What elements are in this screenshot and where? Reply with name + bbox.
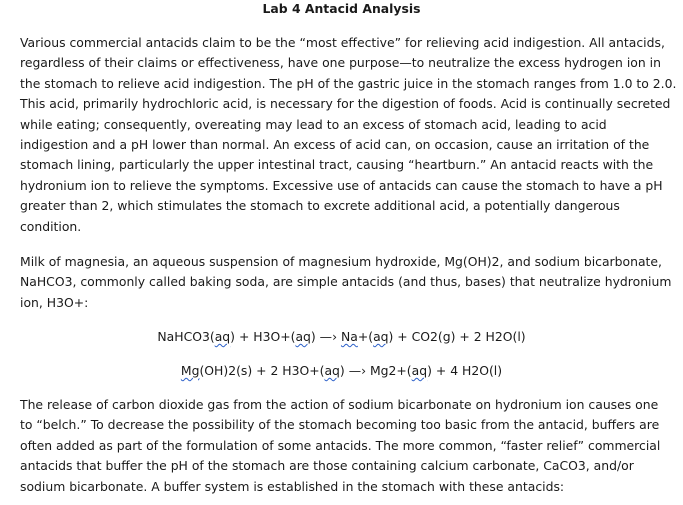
equation-text: ) —› — [310, 329, 341, 344]
paragraph-line: sodium bicarbonate. A buffer system is established in the stomach with these antacids: — [20, 478, 565, 494]
document-title: Lab 4 Antacid Analysis — [262, 1, 421, 16]
antacid-paragraph — [20, 252, 672, 313]
paragraph-line: greater than 2, which stimulates the stomach to excrete additional acid, a potentially dangerous — [20, 198, 620, 214]
buffer-paragraph — [20, 395, 660, 497]
paragraph-line: to “belch.” To decrease the possibility of the stomach becoming too basic from the antacid, buffers are — [20, 417, 660, 433]
magnesium-hydroxide-equation — [0, 362, 683, 380]
paragraph-line: the stomach to relieve acid indigestion. The pH of the gastric juice in the stomach ranges from 1.0 to 2.0. — [20, 75, 677, 91]
equation-text: ) + 4 H2O(l) — [427, 363, 503, 378]
paragraph-line: This acid, primarily hydrochloric acid, is necessary for the digestion of foods. Acid is continually secreted — [20, 96, 671, 112]
spellcheck-word: Mg — [180, 363, 200, 378]
spellcheck-word: aq — [373, 329, 389, 344]
paragraph-line: antacids that buffer the pH of the stomach are those containing calcium carbonate, CaCO3, and/or — [20, 458, 634, 474]
equation-text: +( — [357, 329, 374, 344]
sodium-bicarbonate-equation — [0, 328, 683, 346]
paragraph-line: while eating; consequently, overeating may lead to an excess of stomach acid, leading to acid — [20, 116, 607, 132]
paragraph-line: ion, H3O+: — [20, 294, 89, 310]
intro-paragraph — [20, 33, 677, 237]
paragraph-line: The release of carbon dioxide gas from the action of sodium bicarbonate on hydronium ion causes one — [20, 397, 659, 412]
spellcheck-word: aq — [324, 363, 340, 378]
spellcheck-word: aq — [295, 329, 311, 344]
paragraph-line: regardless of their claims or effectiveness, have one purpose—to neutralize the excess hydrogen ion in — [20, 55, 661, 71]
spellcheck-word: Na — [340, 329, 358, 344]
equation-text: ) + CO2(g) + 2 H2O(l) — [388, 329, 526, 344]
equation-text: ) —› Mg2+( — [339, 363, 412, 378]
paragraph-line: NaHCO3, commonly called baking soda, are simple antacids (and thus, bases) that neutralize hydronium — [20, 274, 672, 290]
spellcheck-word: aq — [214, 329, 231, 344]
paragraph-line: indigestion and a pH lower than normal. An excess of acid can, on occasion, cause an irritation of the — [20, 137, 650, 153]
paragraph-line: Various commercial antacids claim to be the “most effective” for relieving acid indigestion. All antacids, — [20, 35, 665, 50]
spellcheck-word: aq — [411, 363, 428, 378]
paragraph-line: Milk of magnesia, an aqueous suspension of magnesium hydroxide, Mg(OH)2, and sodium bicarbonate, — [20, 254, 662, 269]
equation-text: ) + H3O+( — [230, 329, 296, 344]
paragraph-line: hydronium ion to relieve the symptoms. Excessive use of antacids can cause the stomach to have a pH — [20, 177, 663, 193]
paragraph-line: condition. — [20, 218, 82, 234]
paragraph-line: stomach lining, particularly the upper intestinal tract, causing “heartburn.” An antacid reacts with the — [20, 157, 654, 173]
equation-text: (OH)2(s) + 2 H3O+( — [199, 363, 325, 378]
equation-text: NaHCO3( — [157, 329, 215, 344]
paragraph-line: often added as part of the formulation of some antacids. The more common, “faster relief” commercial — [20, 437, 661, 453]
